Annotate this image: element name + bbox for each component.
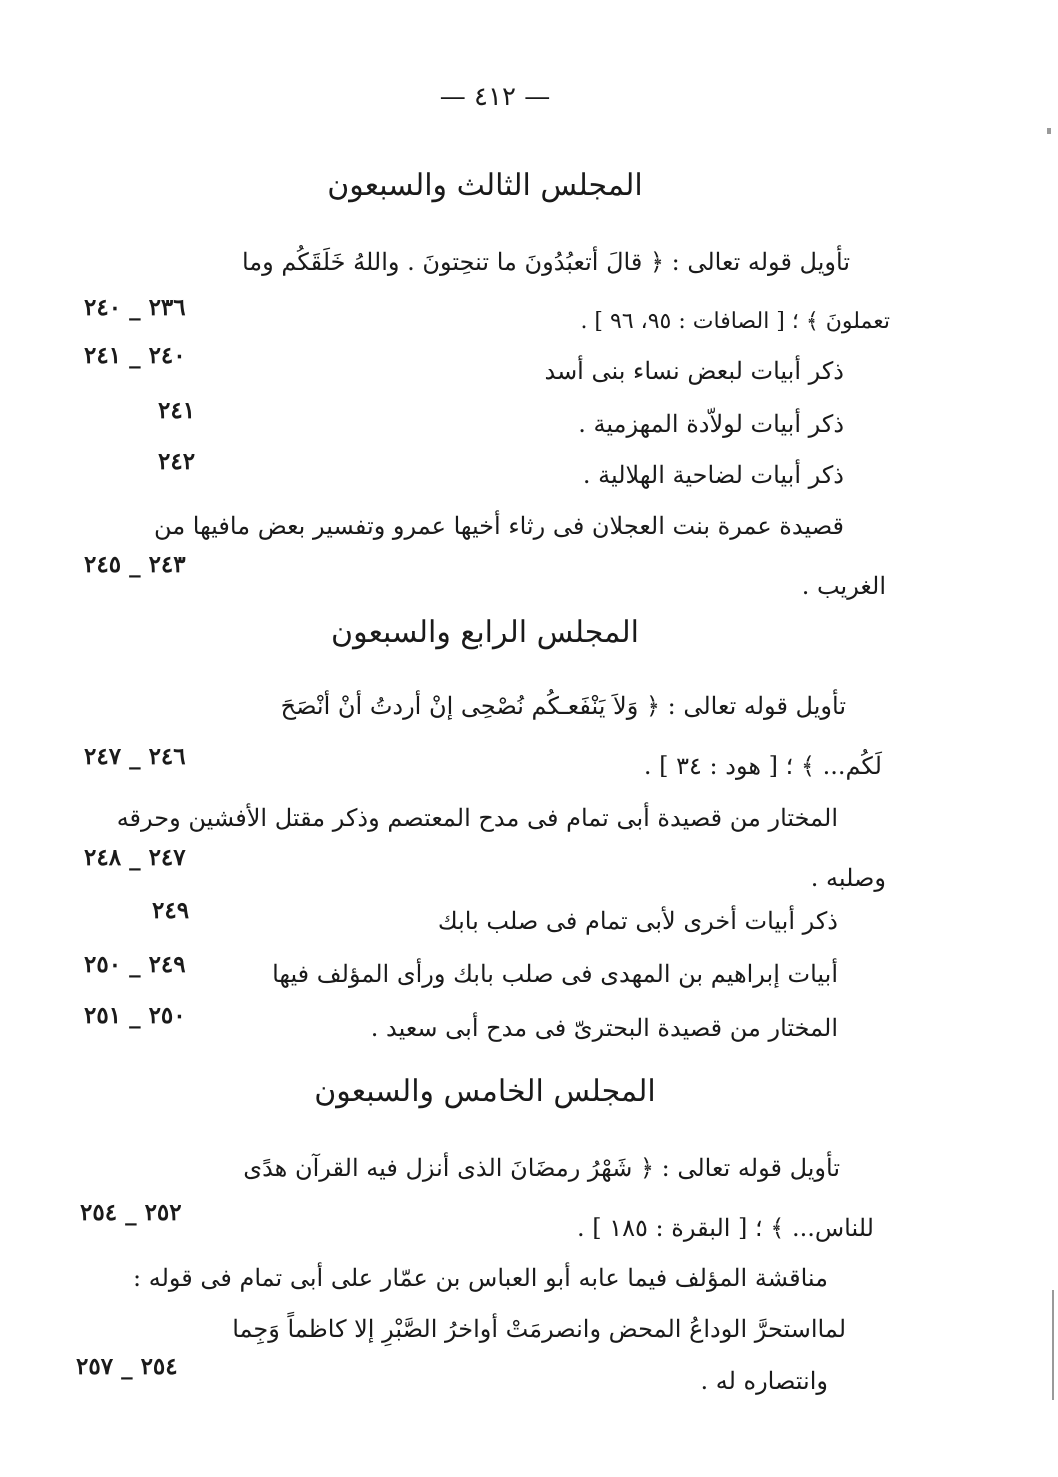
page-ref: ٢٤٢ bbox=[158, 448, 196, 475]
index-line: تأويل قوله تعالى : ﴿ وَلاَ يَنْفَعـكُم نُصْحِى إنْ أردتُ أنْ أنْصَحَ bbox=[280, 692, 846, 720]
index-line: تأويل قوله تعالى : ﴿ قالَ أتعبُدُونَ ما تنحِتونَ . واللهُ خَلَقَكُم وما bbox=[241, 248, 850, 276]
section-heading: المجلس الرابع والسبعون bbox=[331, 615, 639, 650]
index-line: المختار من قصيدة البحترىّ فى مدح أبى سعيد . bbox=[370, 1014, 838, 1042]
page-ref: ٢٤٩ bbox=[152, 897, 190, 924]
index-line: تأويل قوله تعالى : ﴿ شَهْرُ رمضَانَ الذى أنزل فيه القرآن هدًى bbox=[243, 1154, 840, 1182]
index-line: وانتصاره له . bbox=[700, 1367, 828, 1395]
index-line: للناس... ﴾ ؛ [ البقرة : ١٨٥ ] . bbox=[576, 1214, 874, 1242]
page-ref: ٢٥٠ _ ٢٥١ bbox=[84, 1002, 186, 1029]
index-line: ذكر أبيات لضاحية الهلالية . bbox=[582, 461, 844, 489]
page-ref: ٢٥٢ _ ٢٥٤ bbox=[80, 1199, 182, 1226]
section-heading: المجلس الثالث والسبعون bbox=[327, 168, 643, 203]
scan-speck bbox=[1047, 128, 1051, 134]
scan-edge-mark bbox=[1052, 1290, 1054, 1400]
page-ref: ٢٥٤ _ ٢٥٧ bbox=[76, 1353, 178, 1380]
index-line: ذكر أبيات أخرى لأبى تمام فى صلب بابك bbox=[437, 907, 838, 935]
index-line: ذكر أبيات لولاّدة المهزمية . bbox=[578, 410, 844, 438]
page-ref: ٢٤١ bbox=[158, 397, 196, 424]
index-line: ذكر أبيات لبعض نساء بنى أسد bbox=[544, 357, 844, 385]
index-line: قصيدة عمرة بنت العجلان فى رثاء أخيها عمرو وتفسير بعض مافيها من bbox=[154, 512, 844, 540]
section-heading: المجلس الخامس والسبعون bbox=[314, 1074, 656, 1109]
page-ref: ٢٤٧ _ ٢٤٨ bbox=[84, 844, 186, 871]
index-line: أبيات إبراهيم بن المهدى فى صلب بابك ورأى المؤلف فيها bbox=[272, 960, 838, 988]
index-line: المختار من قصيدة أبى تمام فى مدح المعتصم وذكر مقتل الأفشين وحرقه bbox=[116, 804, 838, 832]
page-ref: ٢٤٩ _ ٢٥٠ bbox=[84, 951, 186, 978]
index-line: مناقشة المؤلف فيما عابه أبو العباس بن عمّار على أبى تمام فى قوله : bbox=[133, 1264, 828, 1292]
index-line: الغريب . bbox=[801, 572, 886, 600]
page-ref: ٢٤٦ _ ٢٤٧ bbox=[84, 743, 186, 770]
page-ref: ٢٤٣ _ ٢٤٥ bbox=[84, 551, 186, 578]
page-number: — ٤١٢ — bbox=[439, 82, 551, 112]
index-line: تعملونَ ﴾ ؛ [ الصافات : ٩٥، ٩٦ ] . bbox=[580, 309, 890, 334]
index-line: لَكُم... ﴾ ؛ [ هود : ٣٤ ] . bbox=[643, 752, 882, 780]
page-ref: ٢٣٦ _ ٢٤٠ bbox=[84, 294, 186, 321]
page-ref: ٢٤٠ _ ٢٤١ bbox=[84, 342, 186, 369]
index-line: وصلبه . bbox=[810, 864, 886, 892]
verse-line: لمااستحرَّ الوداعُ المحض وانصرمَتْ أواخرُ الصَّبْرِ إلا كاظماً وَجِما bbox=[232, 1315, 846, 1343]
